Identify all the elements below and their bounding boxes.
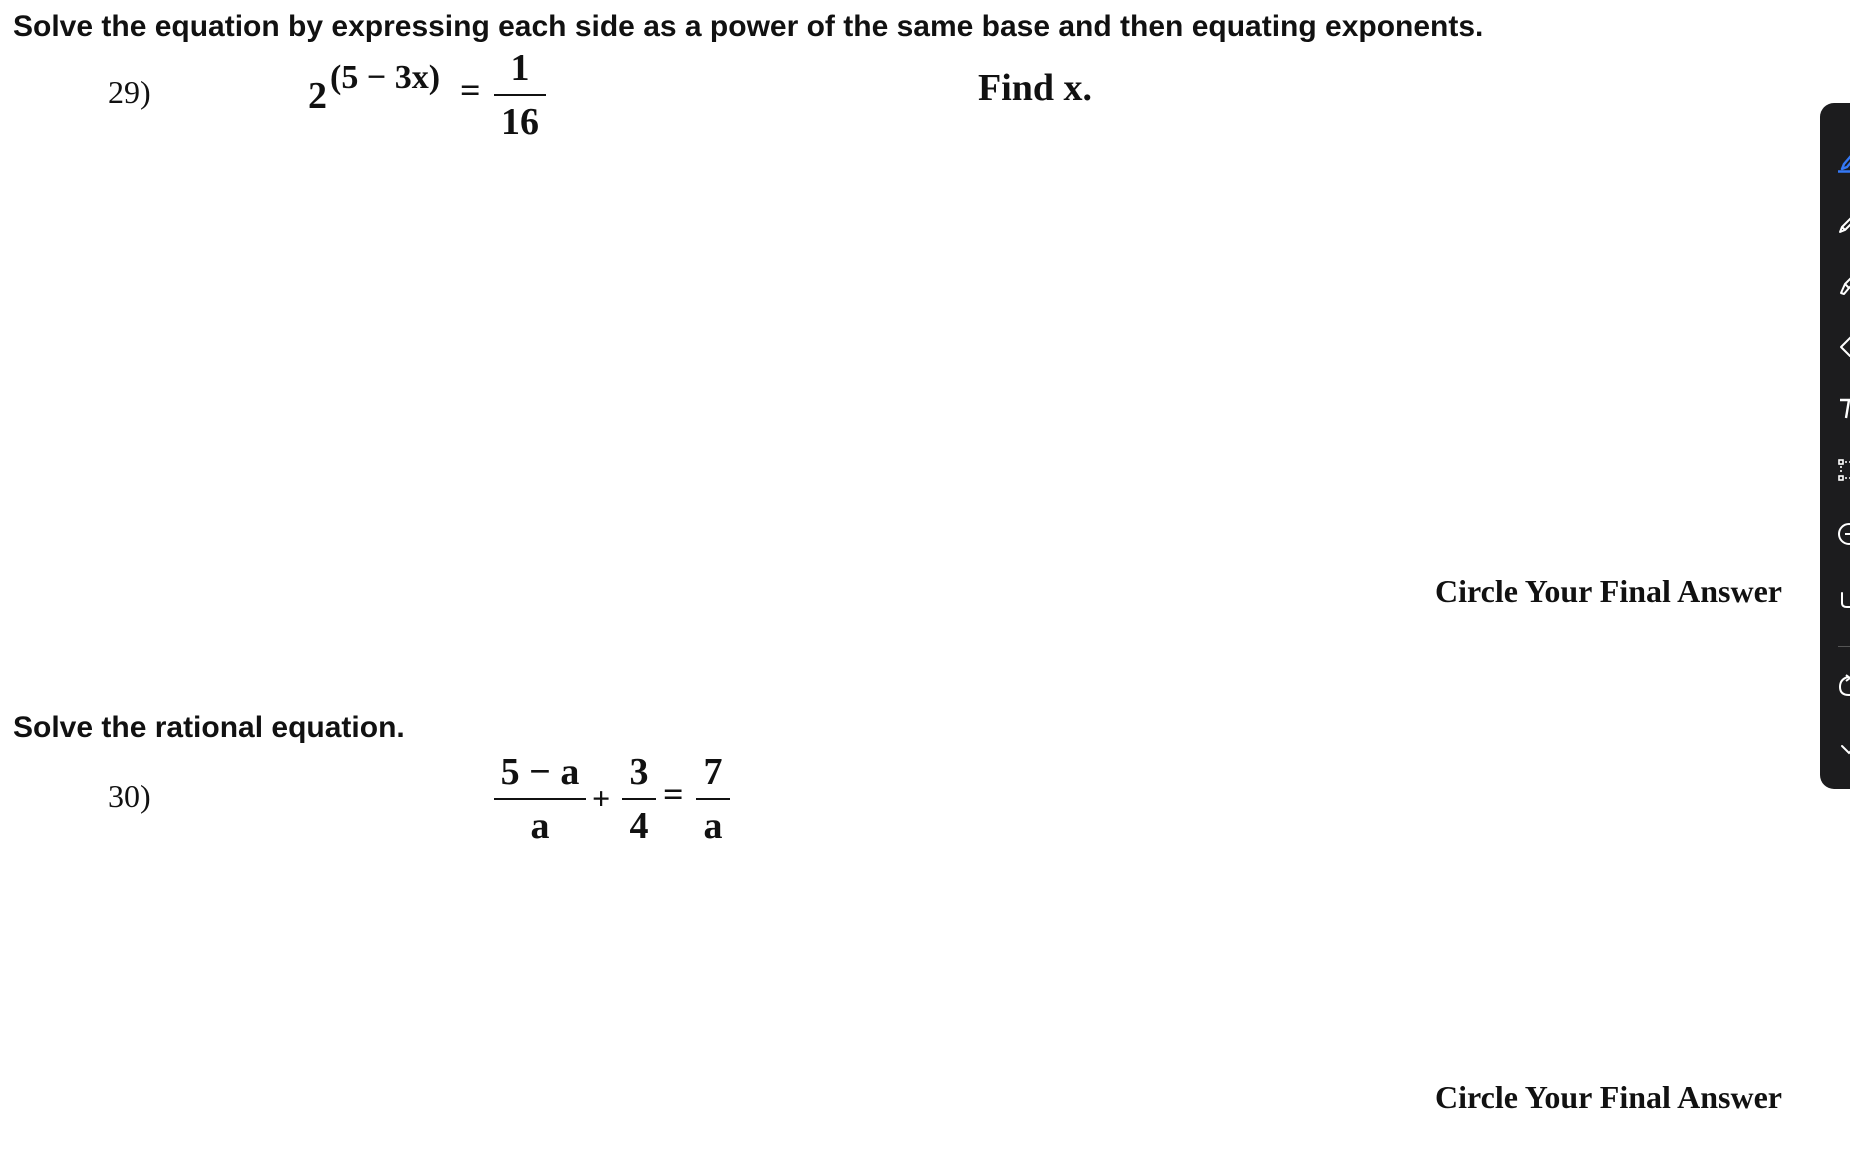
- fraction-numerator: 1: [494, 48, 546, 96]
- fraction-one-sixteenth: [494, 48, 546, 142]
- fraction-denominator: 4: [629, 805, 649, 847]
- equals-sign: =: [460, 70, 481, 110]
- undo-icon[interactable]: [1836, 673, 1850, 699]
- fraction-denominator: a: [703, 805, 723, 847]
- fraction-numerator: 3: [622, 752, 656, 800]
- equals-sign: =: [663, 774, 684, 814]
- pen-icon[interactable]: [1836, 147, 1850, 173]
- eraser-icon[interactable]: [1836, 333, 1850, 359]
- fraction-3-over-4: [622, 752, 656, 846]
- exp-base: 2: [308, 75, 327, 117]
- problem-number-30: 30): [108, 778, 151, 814]
- section-heading-exponents: Solve the equation by expressing each side as a power of the same base and then equating exponents.: [13, 10, 1484, 43]
- hand-icon[interactable]: [1836, 583, 1850, 609]
- fraction-numerator: 7: [696, 752, 730, 800]
- lasso-select-icon[interactable]: [1836, 457, 1850, 483]
- toolbar-divider: [1838, 646, 1850, 647]
- fraction-numerator: 5 − a: [494, 752, 586, 800]
- annotation-toolbar: [1820, 103, 1850, 789]
- exp-exponent: (5 − 3x): [330, 59, 441, 96]
- chevron-down-icon[interactable]: [1836, 737, 1850, 763]
- fraction-denominator: 16: [501, 101, 539, 143]
- circle-answer-label-29: Circle Your Final Answer: [1435, 573, 1782, 609]
- fraction-denominator: a: [530, 805, 550, 847]
- find-x-instruction: Find x.: [978, 67, 1093, 109]
- fraction-7-over-a: [696, 752, 730, 846]
- pencil-icon[interactable]: [1836, 209, 1850, 235]
- fraction-5-minus-a-over-a: [494, 752, 586, 846]
- section-heading-rational: Solve the rational equation.: [13, 711, 405, 744]
- marker-icon[interactable]: [1836, 271, 1850, 297]
- plus-sign: +: [592, 780, 611, 816]
- shape-icon[interactable]: [1836, 521, 1850, 547]
- circle-answer-label-30: Circle Your Final Answer: [1435, 1079, 1782, 1115]
- text-icon[interactable]: [1836, 395, 1850, 421]
- problem-number-29: 29): [108, 74, 151, 110]
